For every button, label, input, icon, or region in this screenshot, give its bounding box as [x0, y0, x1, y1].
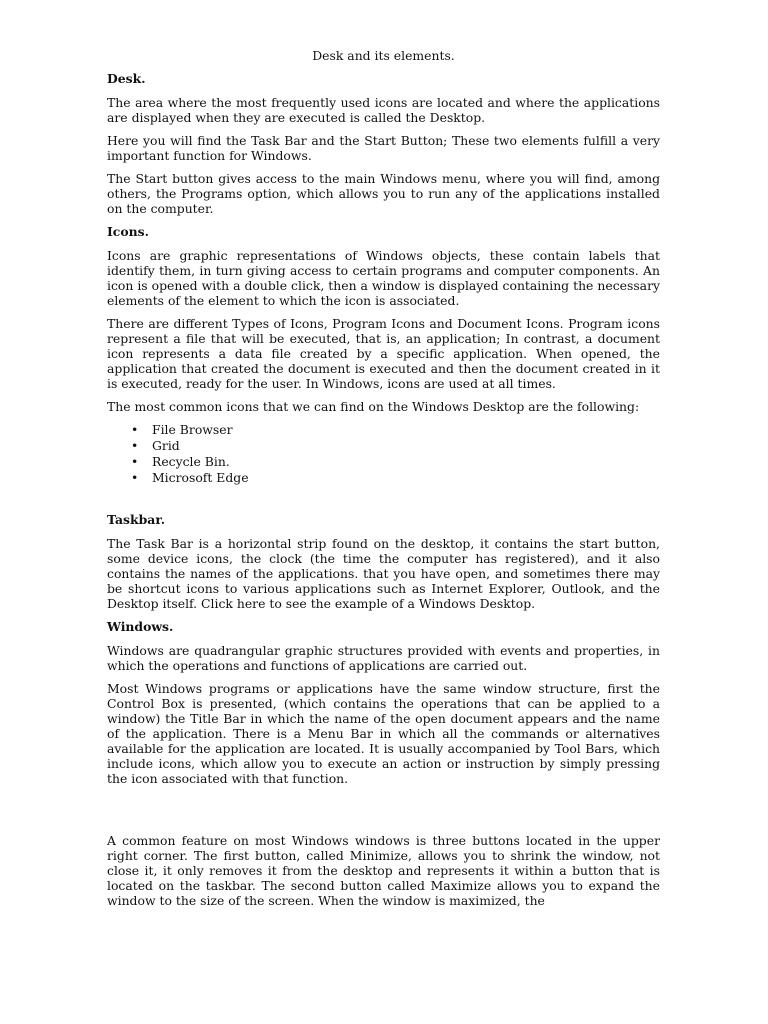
- icons-paragraph-3: The most common icons that we can find on the Windows Desktop are the following:: [107, 399, 640, 414]
- desk-paragraph-2: Here you will find the Task Bar and the Start Button; These two elements fulfill a very important function for Windows.: [107, 133, 660, 163]
- document-page: [107, 48, 660, 916]
- heading-taskbar: Taskbar.: [107, 512, 166, 527]
- list-item: [131, 454, 660, 470]
- desk-paragraph-3: The Start button gives access to the main Windows menu, where you will find, among others, the Programs option, which allows you to run any of the applications installed on the computer.: [107, 171, 660, 216]
- windows-paragraph-3: A common feature on most Windows windows is three buttons located in the upper right corner. The first button, called Minimize, allows you to shrink the window, not close it, it only removes it from the desktop and represents it within a button that is located on the taskbar. The second button called Maximize allows you to expand the window to the size of the screen. When the window is maximized, the: [107, 833, 660, 908]
- list-item-text: Microsoft Edge: [152, 470, 249, 485]
- taskbar-paragraph: The Task Bar is a horizontal strip found on the desktop, it contains the start button, some device icons, the clock (the time the computer has registered), and it also contains the names of the applications. that you have open, and sometimes there may be shortcut icons to various applications such as Internet Explorer, Outlook, and the Desktop itself. Click here to see the example of a Windows Desktop.: [107, 536, 660, 611]
- spacer: [107, 794, 660, 833]
- icons-list: [107, 422, 660, 486]
- windows-paragraph-1: Windows are quadrangular graphic structures provided with events and properties, in which the operations and functions of applications are carried out.: [107, 643, 660, 673]
- spacer: [107, 494, 660, 512]
- list-item-text: Recycle Bin.: [152, 454, 230, 469]
- heading-windows: Windows.: [107, 619, 174, 634]
- windows-paragraph-2: Most Windows programs or applications have the same window structure, first the Control Box is presented, (which contains the operations that can be applied to a window) the Title Bar in which the name of the open document appears and the name of the application. There is a Menu Bar in which all the commands or alternatives available for the application are located. It is usually accompanied by Tool Bars, which include icons, which allow you to execute an action or instruction by simply pressing the icon associated with that function.: [107, 681, 660, 786]
- heading-icons: Icons.: [107, 224, 149, 239]
- list-item: [131, 422, 660, 438]
- bullet-icon: •: [131, 470, 139, 485]
- list-item: [131, 438, 660, 454]
- heading-desk: Desk.: [107, 71, 146, 86]
- document-title: Desk and its elements.: [312, 48, 455, 63]
- icons-paragraph-2: There are different Types of Icons, Program Icons and Document Icons. Program icons represent a file that will be executed, that is, an application; In contrast, a document icon represents a data file created by a specific application. When opened, the application that created the document is executed and then the document created in it is executed, ready for the user. In Windows, icons are used at all times.: [107, 316, 660, 391]
- list-item-text: File Browser: [152, 422, 233, 437]
- bullet-icon: •: [131, 438, 139, 453]
- list-item: [131, 470, 660, 486]
- bullet-icon: •: [131, 422, 139, 437]
- bullet-icon: •: [131, 454, 139, 469]
- icons-paragraph-1: Icons are graphic representations of Windows objects, these contain labels that identify them, in turn giving access to certain programs and computer components. An icon is opened with a double click, then a window is displayed containing the necessary elements of the element to which the icon is associated.: [107, 248, 660, 308]
- list-item-text: Grid: [152, 438, 180, 453]
- desk-paragraph-1: The area where the most frequently used icons are located and where the applications are displayed when they are executed is called the Desktop.: [107, 95, 660, 125]
